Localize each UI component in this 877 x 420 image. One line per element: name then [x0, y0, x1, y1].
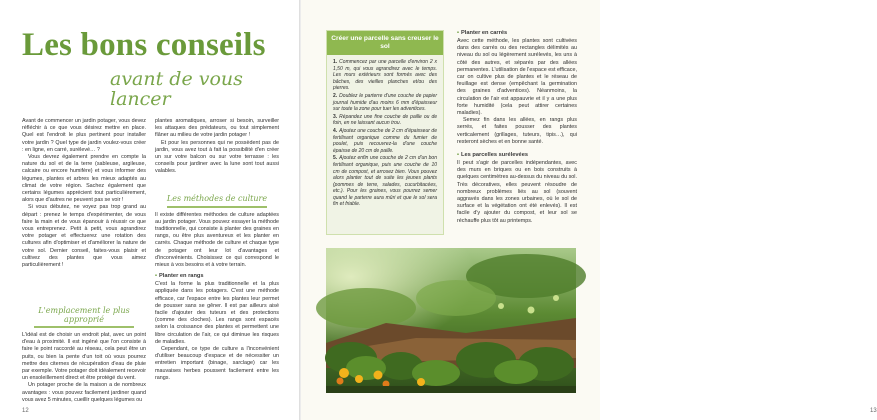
- location-section: [22, 306, 146, 404]
- paragraph: Si vous débutez, ne voyez pas trop grand au départ : prenez le temps d'expérimenter, de vous faire la main et de vous épanouir à réussir ce que vous entreprenez. Petit à petit, vous agrandirez votre potager et effectuerez une rotation des cultures afin d'optimiser et d'améliorer la nature de votre sol. Dernier conseil, faites-vous plaisir et cultivez des plantes que vous aimez particulièrement !: [22, 204, 146, 269]
- paragraph: Il peut s'agir de parcelles indépendantes, avec des murs en briques ou en bois construits à quelques centimètres au-dessus du niveau du sol. Très décoratives, elles peuvent résoudre de nombreux problèmes liés au sol (souvent aggravés dans les zones urbaines, où le sol de surface et la végétation ont été enlevés). Il est facile d'y ajouter du compost, et leur sol se réchauffe plus tôt au printemps.: [457, 160, 577, 224]
- paragraph: Il existe différentes méthodes de culture adaptées au jardin potager. Vous pouvez essayer la méthode traditionnelle, qui consiste à planter des graines en rangs, ou être plus aventureux et les planter en carrés. Chaque méthode de culture et chaque type de potager ont leur lot d'avantages et d'inconvénients. Choisissez ce qui correspond le mieux à vos besoins et à votre terrain.: [155, 211, 279, 269]
- subheading-carres: • Planter en carrés: [457, 30, 508, 36]
- paragraph: L'idéal est de choisir un endroit plat, avec un point d'eau à proximité. Il est ingéné que l'on consiste à faire le point raccordé au réseau, cela peut être un puits, ou bien la pente d'un toit où vous pourrez mettre des citernes de récupération d'eau de pluie par exemple. Votre potager doit idéalement recevoir un ensoleillement direct et être protégé du vent.: [22, 332, 146, 382]
- left-column-2: [155, 118, 279, 382]
- paragraph: Avant de commencer un jardin potager, vous devez réfléchir à ce que vous désirez mettre en place. Quel est l'endroit le plus pertinent pour installer votre jardin ? Quel type de jardin voulez-vous créer : en ligne, en carré, surélevé… ?: [22, 118, 146, 153]
- step-item: 4. Ajoutez une couche de 2 cm d'épaisseur de fertilisant organique comme du fumier de poulet, puis recouvrez-la d'une couche épaisse de 20 cm de paille.: [333, 127, 437, 154]
- step-item: 5. Ajoutez enfin une couche de 2 cm d'un bon fertilisant organique, puis une couche de 10 cm de compost, et arrosez bien. Vous pouvez alors planter tout de suite les jeunes plants (pommes de terre, salades, cucurbitacées, etc.). Pour les graines, vous pourrez semer quand le parterre aura mûri et que le sol sera fin et friable.: [333, 155, 437, 208]
- paragraph: C'est la forme la plus traditionnelle et la plus appliquée dans les potagers. C'est une méthode efficace, car l'espace entre les plantes leur permet de pousser sans se gêner. Il est par ailleurs aisé facile d'ajouter des tuteurs et des protections (comme des cloches). Les rangs sont espacés selon la croissance des plantes et permettent une libre circulation de l'air, ce qui diminue les risques de maladies.: [155, 281, 279, 345]
- page-number-left: 12: [22, 408, 29, 414]
- subheading-rangs: • Planter en rangs: [155, 273, 204, 280]
- step-item: 3. Répandez une fine couche de paille ou de foin, en ne laissant aucun trou.: [333, 113, 437, 127]
- subheading-sureleves: • Les parcelles surélevées: [457, 152, 529, 158]
- paragraph: Semez fin dans les allées, en rangs plus serrés, et faites pousser des plantes verticalement (grillages, tuteurs, tipis…), qui resteront sèches et en bonne santé.: [457, 117, 577, 145]
- garden-photo: [326, 248, 576, 393]
- paragraph: Avec cette méthode, les plantes sont cultivées dans des carrés ou des rectangles délimités au niveau du sol ou légèrement surélevés, les uns à côté des autres, et séparés par des allées permanentes. L'utilisation de l'espace est efficace, car on cultive plus de plantes et le réseau de feuillage est dense (empêchant la germination des graines d'adventices). Néanmoins, la circulation de l'air est appauvrie et il y a une plus forte humidité (cela peut attirer certaines maladies).: [457, 38, 577, 117]
- bullet-icon: •: [155, 273, 157, 280]
- left-column-1: [22, 118, 146, 269]
- paragraph: Un potager proche de la maison a de nombreux avantages : vous pouvez facilement jardiner quand vous avez 5 minutes, cueillir quelques légumes ou: [22, 382, 146, 403]
- garden-photo-illustration: [326, 248, 576, 393]
- box-title: Créer une parcelle sans creuser le sol: [327, 31, 443, 55]
- section-divider: [167, 206, 267, 208]
- left-page: [0, 0, 299, 420]
- paragraph: Cependant, ce type de culture a l'inconvénient d'utiliser beaucoup d'espace et de nécessiter un entretien important (binage, sarclage) car les mauvaises herbes poussent facilement entre les rangs.: [155, 346, 279, 381]
- section-title-location: L'emplacement le plus approprié: [38, 306, 130, 324]
- paragraph: plantes aromatiques, arroser si besoin, surveiller les attaques des prédateurs, ou tout simplement flâner au milieu de votre jardin potager !: [155, 118, 279, 139]
- paragraph: Vous devrez également prendre en compte la nature du sol et de la terre (sableuse, argileuse, calcaire ou encore humifère) et vous informer des légumes, plantes et arbres les mieux adaptés au climat de votre région. Sachez également que certains légumes apprécient tout particulièrement, alors que d'autres ne peuvent pas se voir !: [22, 154, 146, 204]
- step-item: 2. Doublez le parterre d'une couche de papier journal humide d'au moins 6 mm d'épaisseur sur toute la zone pour tuer les adventices.: [333, 92, 437, 113]
- steps-list: [327, 55, 443, 208]
- paragraph: Et pour les personnes qui ne possèdent pas de jardin, vous avez tout à fait la possibilité d'en créer un sur votre balcon ou sur votre terrasse : les conseils pour jardiner avec la lune sont tout aussi valables.: [155, 139, 279, 175]
- step-item: 1. Commencez par une parcelle d'environ 2 x 1,50 m, qui vous agrandirez avec le temps. Les murs extérieurs sont formés avec des bâches, des vieilles planches et/ou des pierres.: [333, 59, 437, 92]
- page-number-right: 13: [870, 408, 877, 414]
- carres-section: [457, 30, 577, 146]
- section-title-methods: Les méthodes de culture: [166, 193, 268, 203]
- sidebar-box: [326, 30, 444, 235]
- bullet-icon: •: [457, 152, 459, 158]
- page-title: Les bons conseils: [22, 27, 266, 63]
- bullet-icon: •: [457, 30, 459, 36]
- page-subtitle: avant de vous lancer: [110, 68, 243, 110]
- section-divider: [34, 326, 134, 328]
- sureleves-section: [457, 148, 577, 225]
